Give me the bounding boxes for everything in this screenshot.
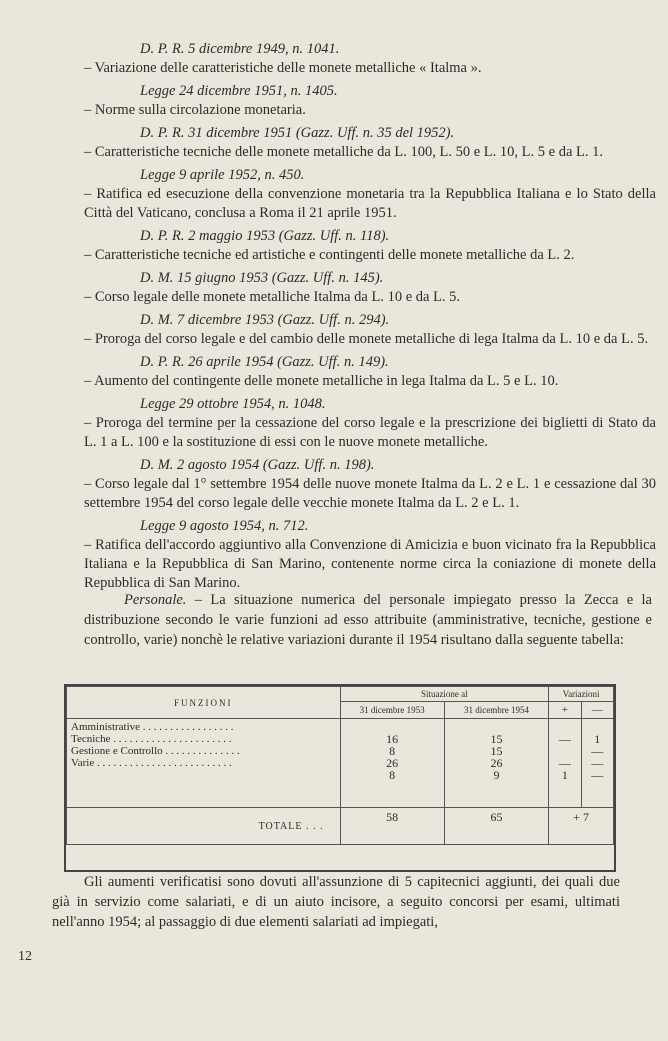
entry-text: – Variazione delle caratteristiche delle monete metalliche « Italma ».	[84, 60, 482, 76]
total-1954: 65	[444, 808, 548, 845]
legislation-entry	[84, 311, 656, 349]
legislation-entry	[84, 82, 656, 120]
header-situazione: Situazione al	[340, 687, 549, 702]
header-funzioni: FUNZIONI	[67, 687, 341, 719]
cell-value: 16	[386, 732, 399, 746]
entry-text: – Aumento del contingente delle monete metalliche in lega Italma da L. 5 e L. 10.	[84, 373, 559, 389]
legislation-entry	[84, 395, 656, 452]
function-labels	[67, 719, 341, 808]
table-row	[67, 719, 614, 808]
total-label: TOTALE . . .	[67, 808, 341, 845]
entry-heading: Legge 9 agosto 1954, n. 712.	[140, 518, 309, 534]
entry-heading: Legge 29 ottobre 1954, n. 1048.	[140, 396, 326, 412]
cell-value: —	[591, 756, 604, 770]
cell-value: 15	[490, 732, 503, 746]
entry-text: – Proroga del termine per la cessazione del corso legale e la prescrizione dei biglietti di Stato da L. 1 a L. 100 e la sostituzione di essi con le nuove monete metalliche.	[84, 415, 656, 450]
function-label: Tecniche . . . . . . . . . . . . . . . . . . . . . .	[71, 733, 232, 745]
total-variation: + 7	[549, 808, 614, 845]
header-date-1953: 31 dicembre 1953	[340, 702, 444, 719]
legislation-entry	[84, 269, 656, 307]
col-1954	[444, 719, 548, 808]
legislation-entry	[84, 124, 656, 162]
col-plus	[549, 719, 581, 808]
entry-text: – Corso legale delle monete metalliche Italma da L. 10 e da L. 5.	[84, 289, 461, 305]
staff-table-grid	[66, 686, 614, 845]
function-label	[71, 769, 336, 781]
cell-value: —	[558, 732, 571, 746]
legislation-entry	[84, 517, 656, 593]
entry-text: – Norme sulla circolazione monetaria.	[84, 102, 306, 118]
header-minus: —	[581, 702, 613, 719]
cell-value: 26	[490, 756, 503, 770]
entry-heading: D. P. R. 5 dicembre 1949, n. 1041.	[140, 41, 340, 57]
function-label: Varie . . . . . . . . . . . . . . . . . . . . . . . . .	[71, 757, 232, 769]
cell-value: 8	[389, 768, 396, 782]
page-number: 12	[18, 949, 32, 964]
total-row	[67, 808, 614, 845]
entry-text: – Ratifica ed esecuzione della convenzione monetaria tra la Repubblica Italiana e lo Stato della Città del Vaticano, conclusa a Roma il 21 aprile 1951.	[84, 186, 656, 221]
col-1953	[340, 719, 444, 808]
cell-value: —	[591, 768, 604, 782]
entry-heading: D. P. R. 31 dicembre 1951 (Gazz. Uff. n. 35 del 1952).	[140, 125, 455, 141]
entry-text: – Caratteristiche tecniche ed artistiche e contingenti delle monete metalliche da L. 2.	[84, 247, 575, 263]
cell-value: 15	[490, 744, 503, 758]
entry-text: – Ratifica dell'accordo aggiuntivo alla Convenzione di Amicizia e buon vicinato fra la Repubblica Italiana e la Repubblica di San Marino, contenente norme circa la coniazione di monete della Repubblica di San Marino.	[84, 537, 656, 591]
entry-text: – Corso legale dal 1° settembre 1954 delle nuove monete Italma da L. 2 e L. 1 e cessazione dal 30 settembre 1954 del corso legale delle vecchie monete Italma da L. 2 e L. 1.	[84, 476, 656, 511]
cell-value: 1	[594, 732, 601, 746]
cell-value: 9	[493, 768, 500, 782]
legislation-entry	[84, 40, 656, 78]
entry-text: – Caratteristiche tecniche delle monete metalliche da L. 100, L. 50 e L. 10, L. 5 e da L. 1.	[84, 144, 603, 160]
table-header-row	[67, 687, 614, 702]
after-table-paragraph: Gli aumenti verificatisi sono dovuti all'assunzione di 5 capitecnici aggiunti, dei quali due già in servizio come salariati, e di un aiuto incisore, a seguito concorsi per esami, ultimati nell'anno 1954; al passaggio di due elementi salariati ad impiegati,	[52, 874, 620, 930]
legislation-list	[84, 40, 656, 597]
entry-heading: D. M. 7 dicembre 1953 (Gazz. Uff. n. 294).	[140, 312, 390, 328]
header-plus: +	[549, 702, 581, 719]
total-1953: 58	[340, 808, 444, 845]
cell-value: —	[558, 756, 571, 770]
entry-text: – Proroga del corso legale e del cambio delle monete metalliche di lega Italma da L. 10 e da L. 5.	[84, 331, 649, 347]
cell-value: 26	[386, 756, 399, 770]
header-date-1954: 31 dicembre 1954	[444, 702, 548, 719]
legislation-entry	[84, 166, 656, 223]
personale-lead: Personale.	[124, 592, 187, 608]
entry-heading: D. P. R. 2 maggio 1953 (Gazz. Uff. n. 118).	[140, 228, 390, 244]
entry-heading: Legge 9 aprile 1952, n. 450.	[140, 167, 305, 183]
cell-value: —	[591, 744, 604, 758]
personale-paragraph	[84, 590, 652, 650]
legislation-entry	[84, 353, 656, 391]
function-label: Gestione e Controllo . . . . . . . . . . . . . .	[71, 745, 240, 757]
legislation-entry	[84, 227, 656, 265]
function-label: Amministrative . . . . . . . . . . . . . . . . .	[71, 721, 234, 733]
header-variazioni: Variazioni	[549, 687, 614, 702]
personale-text: – La situazione numerica del personale impiegato presso la Zecca e la distribuzione secondo le varie funzioni ad esso attribuite (amministrative, tecniche, gestione e controllo, varie) nonchè le relative variazioni durante il 1954 risultano dalla seguente tabella:	[84, 592, 652, 648]
legislation-entry	[84, 456, 656, 513]
staff-table	[64, 684, 616, 872]
entry-heading: D. P. R. 26 aprile 1954 (Gazz. Uff. n. 149).	[140, 354, 389, 370]
entry-heading: D. M. 2 agosto 1954 (Gazz. Uff. n. 198).	[140, 457, 375, 473]
entry-heading: Legge 24 dicembre 1951, n. 1405.	[140, 83, 338, 99]
entry-heading: D. M. 15 giugno 1953 (Gazz. Uff. n. 145).	[140, 270, 384, 286]
cell-value: 8	[389, 744, 396, 758]
cell-value: 1	[561, 768, 568, 782]
col-minus	[581, 719, 613, 808]
